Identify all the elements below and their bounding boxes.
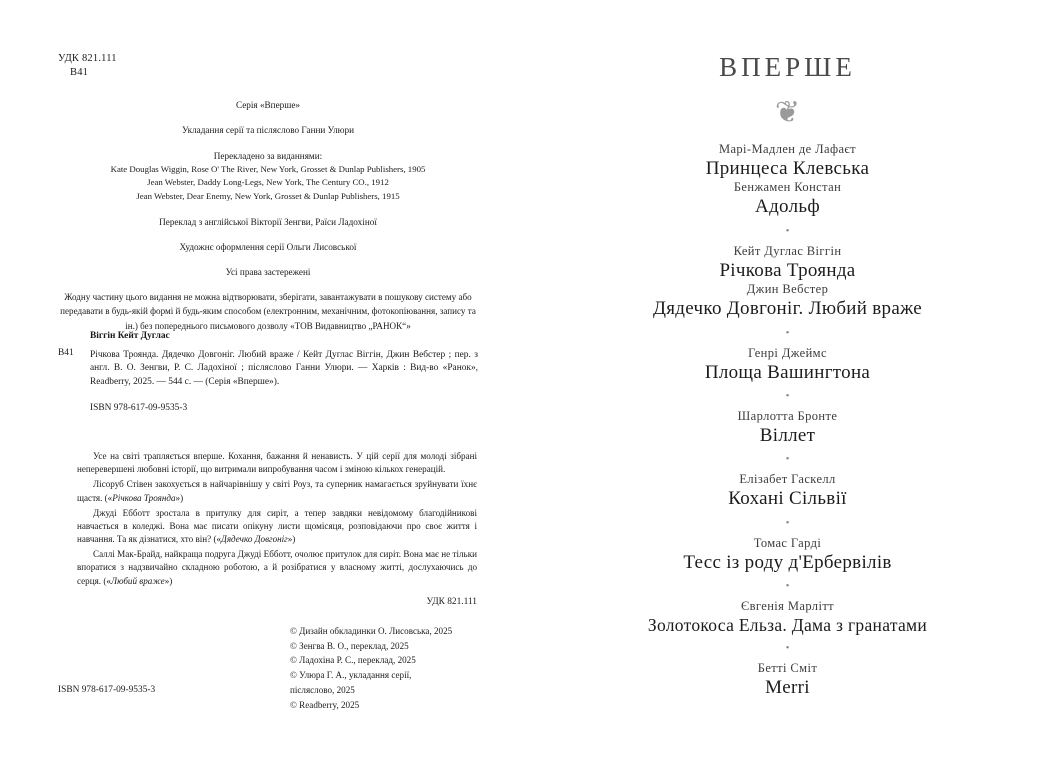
annotation-paragraph-3: Джуді Ебботт зростала в притулку для сиріт, а тепер завдяки невідомому благодійникові навчається в коледжі. Вона має писати опікуну листи щомісяця, розповідаючи про своє життя і навчання. Та як дізнатися, хто він? («Дядечко Довгоніг») [77, 507, 477, 545]
copyright-lines [290, 624, 452, 712]
list-item [525, 282, 1050, 320]
entry-author: Шарлотта Бронте [737, 409, 838, 424]
copyright-line-5: післяслово, 2025 [290, 684, 355, 695]
source-editions-block [58, 149, 478, 204]
source-edition-2: Jean Webster, Daddy Long-Legs, New York, The Century CO., 1912 [147, 177, 389, 188]
udk-number: УДК 821.111 [58, 53, 117, 64]
dot-separator-icon: • [785, 580, 790, 593]
dot-separator-icon: • [785, 453, 790, 466]
udk-code: В41 [70, 66, 89, 78]
dot-separator-icon: • [785, 390, 790, 403]
entry-title: Дядечко Довгоніг. Любий враже [653, 298, 922, 320]
series-list-page [525, 0, 1050, 760]
dot-separator-icon: • [785, 326, 790, 339]
list-item [525, 661, 1050, 699]
source-edition-3: Jean Webster, Dear Enemy, New York, Grosset & Dunlap Publishers, 1915 [136, 191, 400, 201]
series-entries [525, 142, 1050, 699]
entry-author: Томас Гарді [753, 535, 822, 550]
isbn-bottom: ISBN 978-617-09-9535-3 [58, 685, 156, 695]
entry-title: Адольф [755, 196, 820, 218]
copyright-line-4: © Улюра Г. А., укладання серії, [290, 670, 412, 681]
list-item [525, 599, 1050, 636]
udk-block [58, 52, 117, 79]
rights-paragraph: Жодну частину цього видання не можна відтворювати, зберігати, завантажувати в пошукову систему або передавати в будь-якій формі й будь-яким способом (електронним, механічним, фотокопіювання, запису та ін.) без попереднього письмового дозволу «ТОВ Видавництво „РАНОК“» [60, 292, 476, 331]
list-item [525, 244, 1050, 282]
cip-author-heading: Віггін Кейт Дуглас [90, 331, 170, 341]
dot-separator-icon: • [785, 516, 790, 529]
annotation-paragraph-4: Саллі Мак-Брайд, найкраща подруга Джуді Ебботт, очолює притулок для сиріт. Вона має не тільки впоратися з надзвичайно складною роботою, а й розібратися у власному житті, дослухаючись до серця. («Любий враже») [77, 549, 477, 586]
list-item [525, 142, 1050, 180]
translation-credit: Переклад з англійської Вікторії Зенгви, Раїси Ладохіної [159, 216, 377, 227]
source-editions-label: Перекладено за виданнями: [213, 150, 323, 161]
entry-author: Бенжамен Констан [733, 180, 842, 195]
entry-title: Merri [765, 676, 810, 698]
entry-author: Елізабет Гаскелл [739, 472, 836, 487]
entry-title: Річкова Троянда [719, 259, 856, 281]
annotation-block [77, 450, 477, 609]
dot-separator-icon: • [785, 641, 790, 654]
list-item [525, 409, 1050, 447]
entry-author: Євгенія Марлітт [740, 599, 835, 614]
cip-marker: В41 [58, 348, 74, 358]
copyright-line-6: © Readberry, 2025 [290, 699, 360, 710]
entry-author: Кейт Дуглас Віггін [733, 243, 842, 258]
entry-author: Джин Вебстер [746, 282, 829, 297]
entry-author: Бетті Сміт [757, 660, 818, 675]
cip-record [90, 330, 478, 415]
entry-title: Кохані Сільвії [728, 488, 847, 510]
floral-ornament-icon: ❦ [774, 96, 801, 129]
compiler-line: Укладання серії та післяслово Ганни Улюри [181, 125, 355, 136]
annotation-paragraph-2: Лісоруб Стівен закохується в найчарівнішу у світі Роуз, та суперник намагається зруйнувати їхнє щастя. («Річкова Троянда») [77, 479, 477, 503]
dot-separator-icon: • [785, 224, 790, 237]
list-item [525, 536, 1050, 574]
series-heading: ВПЕРШЕ [719, 52, 856, 82]
cip-description: Річкова Троянда. Дядечко Довгоніг. Любий враже / Кейт Дуглас Віггін, Джин Вебстер ; пер. з англ. В. О. Зенгви, Р. С. Ладохіної ; післяслово Ганни Улюри. — Харків : Вид-во «Ранок», Readberry, 2025. — 544 с. — (Серія «Вперше»). [90, 349, 478, 387]
udk-footer: УДК 821.111 [426, 596, 477, 607]
design-credit: Художнє оформлення серії Ольги Лисовської [179, 241, 357, 252]
copyright-line-1: © Дизайн обкладинки О. Лисовська, 2025 [290, 626, 453, 636]
entry-title: Золотокоса Ельза. Дама з гранатами [647, 615, 928, 636]
series-line: Серія «Вперше» [235, 100, 301, 110]
annotation-paragraph-1: Усе на світі трапляється вперше. Кохання, бажання й ненависть. У цій серії для молоді зібрані неперевершені любовні історії, що витримали випробування часом і зміною кількох генерацій. [77, 451, 477, 475]
source-edition-1: Kate Douglas Wiggin, Rose O' The River, New York, Grosset & Dunlap Publishers, 1905 [110, 163, 426, 174]
isbn-inline: ISBN 978-617-09-9535-3 [90, 402, 188, 413]
copyright-line-3: © Ладохіна Р. С., переклад, 2025 [290, 655, 416, 666]
entry-title: Віллет [759, 425, 816, 447]
entry-author: Марі-Мадлен де Лафаєт [718, 142, 857, 156]
entry-title: Площа Вашингтона [704, 361, 871, 383]
imprint-center-column [58, 98, 478, 333]
entry-author: Генрі Джеймс [748, 345, 827, 360]
list-item [525, 346, 1050, 384]
list-item [525, 180, 1050, 218]
rights-reserved-line: Усі права застережені [225, 267, 311, 278]
entry-title: Тесс із роду д'Ербервілів [683, 551, 892, 573]
list-item [525, 472, 1050, 510]
entry-title: Принцеса Клевська [705, 158, 870, 179]
copyright-line-2: © Зенгва В. О., переклад, 2025 [290, 640, 409, 651]
